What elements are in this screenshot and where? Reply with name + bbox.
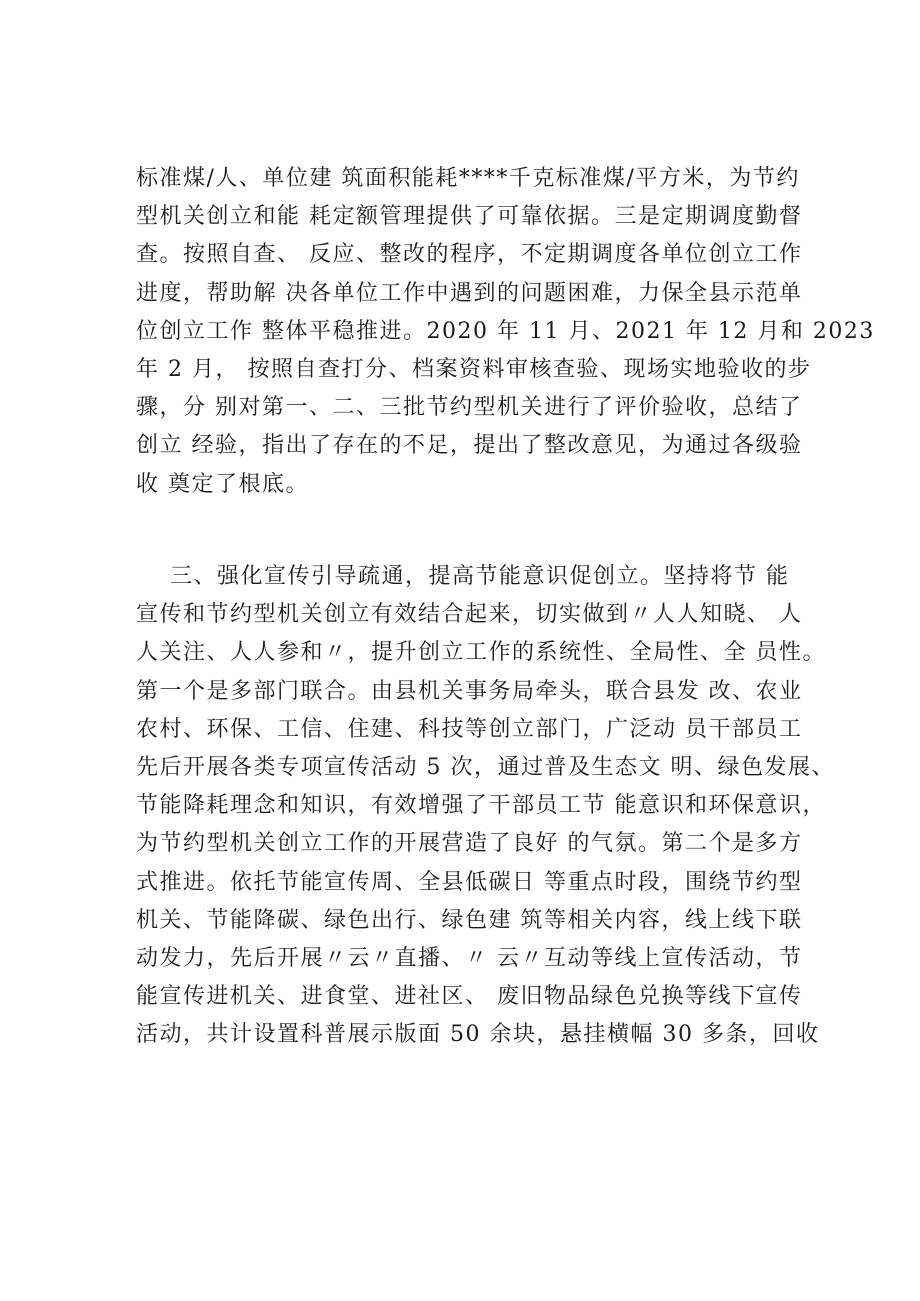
text-line: 标准煤/人、单位建 筑面积能耗****千克标准煤/平方米，为节约 bbox=[136, 166, 800, 191]
text-line: 式推进。依托节能宣传周、全县低碳日 等重点时段，围绕节约型 bbox=[136, 869, 803, 895]
text-line: 人关注、人人参和〃，提升创立工作的系统性、全局性、全 员性。 bbox=[136, 640, 826, 666]
text-line: 节能降耗理念和知识，有效增强了干部员工节 能意识和环保意识， bbox=[136, 793, 826, 819]
text-line: 位创立工作 整体平稳推进。2020 年 11 月、2021 年 12 月和 2023 bbox=[136, 318, 875, 344]
text-line: 宣传和节约型机关创立有效结合起来，切实做到〃人人知晓、 人 bbox=[136, 602, 803, 628]
text-line: 查。按照自查、 反应、整改的程序，不定期调度各单位创立工作 bbox=[136, 242, 803, 268]
text-line: 创立 经验，指出了存在的不足，提出了整改意见，为通过各级验 bbox=[136, 433, 803, 459]
text-line: 活动，共计设置科普展示版面 50 余块，悬挂横幅 30 多条，回收 bbox=[136, 1022, 820, 1048]
text-line: 第一个是多部门联合。由县机关事务局牵头，联合县发 改、农业 bbox=[136, 678, 803, 704]
text-line: 骤，分 别对第一、二、三批节约型机关进行了评价验收，总结了 bbox=[136, 395, 803, 421]
paragraph-publicity bbox=[136, 558, 835, 1054]
paragraph-energy-quota bbox=[136, 160, 875, 504]
text-line: 能宣传进机关、进食堂、进社区、 废旧物品绿色兑换等线下宣传 bbox=[136, 984, 803, 1010]
text-line: 为节约型机关创立工作的开展营造了良好 的气氛。第二个是多方 bbox=[136, 831, 803, 857]
text-line: 先后开展各类专项宣传活动 5 次，通过普及生态文 明、绿色发展、 bbox=[136, 754, 835, 780]
text-line: 进度，帮助解 决各单位工作中遇到的问题困难，力保全县示范单 bbox=[136, 280, 803, 306]
text-line: 型机关创立和能 耗定额管理提供了可靠依据。三是定期调度勤督 bbox=[136, 204, 803, 230]
text-line: 机关、节能降碳、绿色出行、绿色建 筑等相关内容，线上线下联 bbox=[136, 907, 803, 933]
text-line: 收 奠定了根底。 bbox=[136, 471, 309, 497]
text-line: 动发力，先后开展〃云〃直播、〃 云〃互动等线上宣传活动，节 bbox=[136, 945, 803, 971]
text-line: 农村、环保、工信、住建、科技等创立部门，广泛动 员干部员工 bbox=[136, 716, 803, 742]
text-line: 年 2 月， 按照自查打分、档案资料审核查验、现场实地验收的步 bbox=[136, 356, 812, 382]
text-line: 三、强化宣传引导疏通，提高节能意识促创立。坚持将节 能 bbox=[136, 564, 790, 589]
